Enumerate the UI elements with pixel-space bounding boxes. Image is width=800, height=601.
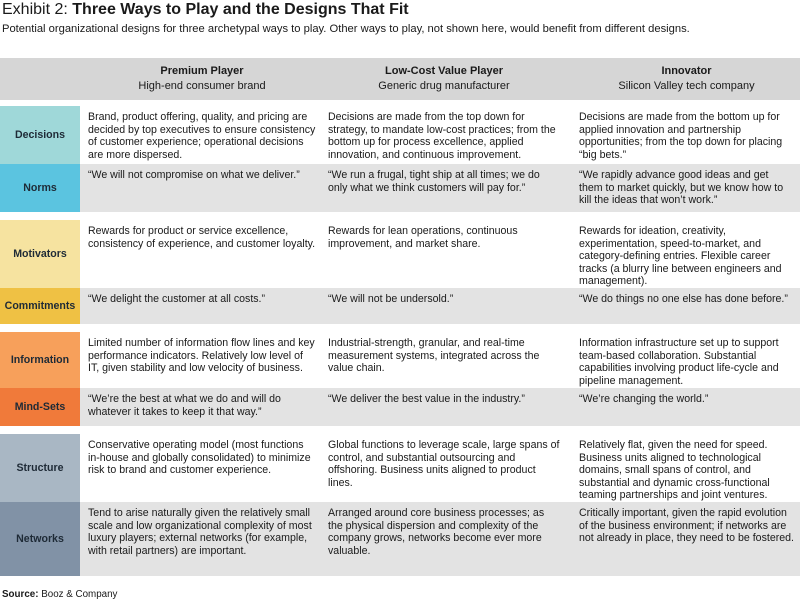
table-cell: Decisions are made from the top down for strategy, to mandate low-cost practices; from the bottom up for process excellence, applied innovation, and continuous improvement. [328, 111, 556, 161]
row-label-networks: Networks [0, 502, 80, 576]
table-cell: Rewards for ideation, creativity, experimentation, speed-to-market, and category-defining entries. Flexible career tracks (a blurry line between engineers and management). [579, 225, 782, 288]
column-header-innovator [579, 64, 794, 94]
table-row-motivators [0, 220, 800, 288]
table-header [0, 58, 800, 100]
row-label-information: Information [0, 332, 80, 388]
column-header-premium [88, 64, 316, 94]
table-cell: “We’re changing the world.” [579, 393, 709, 405]
table-row-decisions [0, 106, 800, 164]
column-subtitle: High-end consumer brand [138, 80, 266, 92]
table-cell: Rewards for product or service excellence, consistency of experience, and customer loyalty. [88, 225, 316, 250]
column-name: Premium Player [160, 65, 244, 77]
table-cell: “We run a frugal, tight ship at all times; we do only what we think customers will pay for.” [328, 169, 540, 194]
row-label-decisions: Decisions [0, 106, 80, 164]
row-label-norms: Norms [0, 164, 80, 212]
exhibit-subtitle: Potential organizational designs for three archetypal ways to play. Other ways to play, not shown here, would benefit from different designs. [2, 23, 690, 35]
row-label-mind-sets: Mind-Sets [0, 388, 80, 426]
table-cell: “We will not be undersold.” [328, 293, 454, 305]
table-cell: “We’re the best at what we do and will do whatever it takes to keep it that way.” [88, 393, 281, 418]
table-row-structure [0, 434, 800, 502]
table-cell: Rewards for lean operations, continuous improvement, and market share. [328, 225, 518, 250]
table-row-commitments [0, 288, 800, 324]
table-cell: “We rapidly advance good ideas and get them to market quickly, but we know how to kill the ideas that won’t work.” [579, 169, 784, 207]
column-subtitle: Generic drug manufacturer [378, 80, 510, 92]
table-cell: Brand, product offering, quality, and pricing are decided by top executives to ensure consistency of customer experience; operational decisions are more dispersed. [88, 111, 316, 161]
table-cell: Relatively flat, given the need for speed. Business units aligned to technological domains, small spans of control, and substantial and dynamic cross-functional teaming partnerships and joint ventures. [579, 439, 770, 502]
table-cell: Conservative operating model (most functions in-house and globally consolidated) to minimize risk to brand and customer experience. [88, 439, 311, 477]
exhibit-title [2, 0, 409, 20]
table-cell: “We delight the customer at all costs.” [88, 293, 266, 305]
table-cell: Decisions are made from the bottom up for applied innovation and partnership opportunities; from the top down for placing “big bets.” [579, 111, 783, 161]
table-cell: Critically important, given the rapid evolution of the business environment; if networks are not already in place, they need to be fostered. [579, 507, 794, 545]
exhibit-heading: Three Ways to Play and the Designs That Fit [72, 1, 409, 18]
column-name: Innovator [661, 65, 712, 77]
source-text: Booz & Company [38, 589, 118, 600]
table-cell: Tend to arise naturally given the relatively small scale and low organizational complexity of most luxury players; external networks (for example, with retail partners) are important. [88, 507, 312, 557]
source-label: Source: [2, 589, 39, 600]
table-row-norms [0, 164, 800, 212]
table-cell: Limited number of information flow lines and key performance indicators. Relatively low level of IT, given stability and low velocity of business. [88, 337, 315, 375]
table-cell: “We will not compromise on what we deliver.” [88, 169, 300, 181]
source-note [2, 589, 117, 601]
table-cell: Information infrastructure set up to support team-based collaboration. Substantial capabilities involving product life-cycle and pipeline management. [579, 337, 779, 387]
exhibit-number: Exhibit 2: [2, 1, 73, 18]
table-row-networks [0, 502, 800, 576]
row-label-commitments: Commitments [0, 288, 80, 324]
column-name: Low-Cost Value Player [385, 65, 503, 77]
table-cell: “We deliver the best value in the industry.” [328, 393, 525, 405]
column-subtitle: Silicon Valley tech company [618, 80, 755, 92]
row-label-structure: Structure [0, 434, 80, 502]
column-header-low-cost [328, 64, 560, 94]
row-label-motivators: Motivators [0, 220, 80, 288]
table-cell: Global functions to leverage scale, large spans of control, and substantial outsourcing and offshoring. Business units aligned to product lines. [328, 439, 560, 489]
table-cell: Industrial-strength, granular, and real-time measurement systems, integrated across the value chain. [328, 337, 540, 375]
table-row-information [0, 332, 800, 388]
table-cell: Arranged around core business processes; as the physical dispersion and complexity of the company grows, networks become ever more valuable. [328, 507, 545, 557]
table-row-mind-sets [0, 388, 800, 426]
table-cell: “We do things no one else has done before.” [579, 293, 788, 305]
